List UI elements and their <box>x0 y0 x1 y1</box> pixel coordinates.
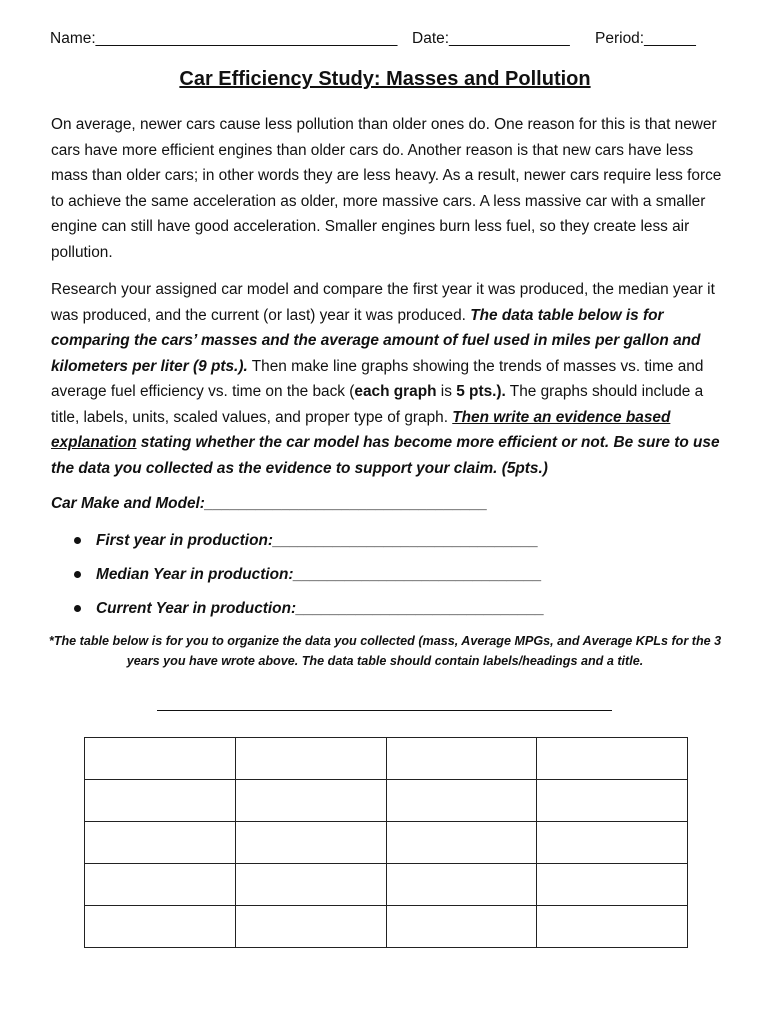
page-title: Car Efficiency Study: Masses and Pollution <box>179 68 591 90</box>
table-cell[interactable] <box>235 738 386 780</box>
table-cell[interactable] <box>537 822 688 864</box>
table-note: *The table below is for you to organize the data you collected (mass, Average MPGs, and Average KPLs for the 3 years you have wrote above. The data table should contain labels/headings and a title. <box>48 634 722 668</box>
table-cell[interactable] <box>85 906 236 948</box>
header-fields <box>50 30 730 54</box>
instructions-explanation: Then write an evidence based explanation <box>51 408 671 451</box>
instructions-paragraph <box>51 277 731 481</box>
instructions-text-1: Research your assigned car model and compare the first year it was produced, the median year it was produced, and the current (or last) year it was produced. <box>51 281 715 324</box>
table-cell[interactable] <box>85 822 236 864</box>
table-row <box>85 864 688 906</box>
table-cell[interactable] <box>537 780 688 822</box>
production-years-list <box>70 530 544 632</box>
table-cell[interactable] <box>235 822 386 864</box>
table-row <box>85 822 688 864</box>
table-cell[interactable] <box>85 864 236 906</box>
table-row <box>85 780 688 822</box>
intro-paragraph: On average, newer cars cause less pollution than older ones do. One reason for this is that newer cars have more efficient engines than older cars do. Another reason is that new cars have less mass than older cars; in other words they are less heavy. As a result, newer cars require less force to achieve the same acceleration as older, more massive cars. A less massive car with a smaller engine can still have good acceleration. Smaller engines burn less fuel, so they create less air pollution. <box>51 116 722 261</box>
table-title-line[interactable] <box>157 710 612 711</box>
instructions-text-4: The graphs should include a title, labels, units, scaled values, and proper type of graph. <box>51 383 704 426</box>
car-make-model-field[interactable]: Car Make and Model:_________________________________ <box>51 495 488 512</box>
data-table <box>84 737 688 948</box>
name-field[interactable]: Name:___________________________________ <box>50 30 398 47</box>
first-year-field[interactable]: First year in production:_______________________________ <box>70 530 544 564</box>
table-cell[interactable] <box>235 906 386 948</box>
instructions-each-graph: each graph <box>354 383 437 400</box>
current-year-field[interactable]: Current Year in production:_____________________________ <box>70 598 544 632</box>
instructions-text-2: Then make line graphs showing the trends of masses vs. time and average fuel efficiency vs. time on the back ( <box>51 357 704 400</box>
table-cell[interactable] <box>537 906 688 948</box>
table-cell[interactable] <box>85 780 236 822</box>
table-cell[interactable] <box>386 864 537 906</box>
table-row <box>85 738 688 780</box>
table-cell[interactable] <box>386 738 537 780</box>
table-cell[interactable] <box>235 864 386 906</box>
median-year-field[interactable]: Median Year in production:_____________________________ <box>70 564 544 598</box>
table-cell[interactable] <box>85 738 236 780</box>
date-field[interactable]: Date:______________ <box>412 30 570 47</box>
period-field[interactable]: Period:______ <box>595 30 696 47</box>
instructions-claim: stating whether the car model has become more efficient or not. Be sure to use the data you collected as the evidence to support your claim. (5pts.) <box>51 434 720 477</box>
table-cell[interactable] <box>235 780 386 822</box>
instructions-data-table: The data table below is for comparing the cars’ masses and the average amount of fuel used in miles per gallon and kilometers per liter (9 pts.). <box>51 306 701 375</box>
table-cell[interactable] <box>386 906 537 948</box>
table-cell[interactable] <box>386 780 537 822</box>
instructions-text-3: is <box>436 383 457 400</box>
instructions-points: 5 pts.). <box>456 383 506 400</box>
table-cell[interactable] <box>537 864 688 906</box>
table-cell[interactable] <box>537 738 688 780</box>
table-row <box>85 906 688 948</box>
table-cell[interactable] <box>386 822 537 864</box>
